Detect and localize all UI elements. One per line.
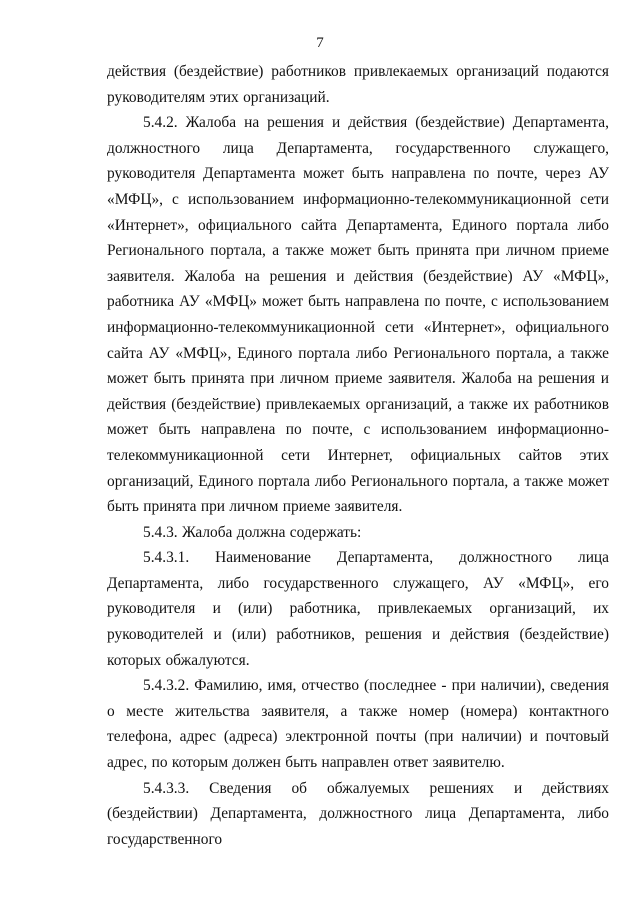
paragraph-5-4-3-2: 5.4.3.2. Фамилию, имя, отчество (последнее - при наличии), сведения о месте жительства заявителя, а также номер (номера) контактного телефона, адрес (адреса) электронной почты (при наличии) и почтовый адрес, по которым должен быть направлен ответ заявителю. [107,677,609,772]
paragraph-5-4-2: 5.4.2. Жалоба на решения и действия (бездействие) Департамента, должностного лица Департамента, государственного служащего, руководителя Департамента может быть направлена по почте, через АУ «МФЦ», с использованием информационно-телекоммуникационной сети «Интернет», официального сайта Департамента, Единого портала либо Регионального портала, а также может быть принята при личном приеме заявителя. Жалоба на решения и действия (бездействие) АУ «МФЦ», работника АУ «МФЦ» может быть направлена по почте, с использованием информационно-телекоммуникационной сети «Интернет», официального сайта АУ «МФЦ», Единого портала либо Регионального портала, а также может быть принята при личном приеме заявителя. Жалоба на решения и действия (бездействие) привлекаемых организаций, а также их работников может быть направлена по почте, с использованием информационно-телекоммуникационной сети Интернет, официальных сайтов этих организаций, Единого портала либо Регионального портала, а также может быть принята при личном приеме заявителя. [107,114,609,516]
paragraph-5-4-3-1: 5.4.3.1. Наименование Департамента, должностного лица Департамента, либо государственного служащего, АУ «МФЦ», его руководителя и (или) работника, привлекаемых организаций, их руководителей и (или) работников, решения и действия (бездействие) которых обжалуются. [107,549,609,669]
paragraph-complaint-continuation: действия (бездействие) работников привлекаемых организаций подаются руководителям этих организаций. [107,63,609,106]
paragraph-5-4-3-3: 5.4.3.3. Сведения об обжалуемых решениях и действиях (бездействии) Департамента, должностного лица Департамента, либо государственного [107,779,609,848]
document-body [107,59,609,852]
page-number: 7 [316,35,324,51]
paragraph-5-4-3: 5.4.3. Жалоба должна содержать: [143,523,362,541]
